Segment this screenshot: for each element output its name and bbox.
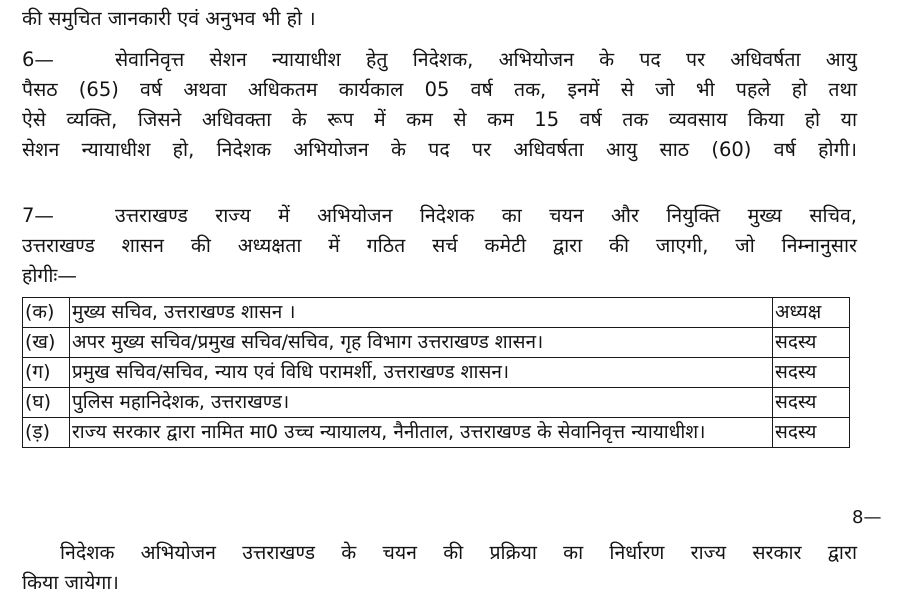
row-role: अध्यक्ष: [773, 298, 850, 328]
row-role: सदस्य: [773, 418, 850, 448]
para-7-line: उत्तराखण्ड शासन की अध्यक्षता में गठित सर्च कमेटी द्वारा की जाएगी, जो निम्नानुसार: [22, 234, 857, 257]
row-label: (क): [23, 298, 70, 328]
row-label: (ख): [23, 328, 70, 358]
table-row: [23, 358, 850, 388]
para-6-line: सेशन न्यायाधीश हो, निदेशक अभियोजन के पद पर अधिवर्षता आयु साठ (60) वर्ष होगी।: [22, 138, 857, 161]
closing-line: निदेशक अभियोजन उत्तराखण्ड के चयन की प्रक्रिया का निर्धारण राज्य सरकार द्वारा: [60, 541, 857, 564]
row-member: प्रमुख सचिव/सचिव, न्याय एवं विधि परामर्शी, उत्तराखण्ड शासन।: [70, 358, 773, 388]
para-7-number: 7—: [22, 204, 54, 227]
row-role: सदस्य: [773, 328, 850, 358]
para-6-line: पैसठ (65) वर्ष अथवा अधिकतम कार्यकाल 05 वर्ष तक, इनमें से जो भी पहले हो तथा: [22, 78, 857, 101]
para-6-line: ऐसे व्यक्ति, जिसने अधिवक्ता के रूप में कम से कम 15 वर्ष तक व्यवसाय किया हो या: [22, 108, 857, 131]
row-member: अपर मुख्य सचिव/प्रमुख सचिव/सचिव, गृह विभाग उत्तराखण्ड शासन।: [70, 328, 773, 358]
closing-line: किया जायेगा।: [22, 571, 119, 594]
table-row: [23, 418, 850, 448]
row-label: (ड़): [23, 418, 70, 448]
intro-line: की समुचित जानकारी एवं अनुभव भी हो ।: [22, 7, 316, 30]
row-label: (घ): [23, 388, 70, 418]
row-label: (ग): [23, 358, 70, 388]
row-member: राज्य सरकार द्वारा नामित मा0 उच्च न्यायालय, नैनीताल, उत्तराखण्ड के सेवानिवृत्त न्यायाधीश।: [70, 418, 773, 448]
para-6-number: 6—: [22, 48, 54, 71]
row-role: सदस्य: [773, 388, 850, 418]
row-role: सदस्य: [773, 358, 850, 388]
row-member: मुख्य सचिव, उत्तराखण्ड शासन ।: [70, 298, 773, 328]
para-7-line: उत्तराखण्ड राज्य में अभियोजन निदेशक का चयन और नियुक्ति मुख्य सचिव,: [115, 204, 857, 227]
committee-table: [22, 297, 850, 448]
table-row: [23, 388, 850, 418]
page-continuation-marker: 8—: [852, 507, 882, 528]
table-row: [23, 298, 850, 328]
table-row: [23, 328, 850, 358]
para-7-line: होगीः—: [22, 264, 77, 287]
para-6-line: सेवानिवृत्त सेशन न्यायाधीश हेतु निदेशक, अभियोजन के पद पर अधिवर्षता आयु: [115, 48, 857, 71]
row-member: पुलिस महानिदेशक, उत्तराखण्ड।: [70, 388, 773, 418]
